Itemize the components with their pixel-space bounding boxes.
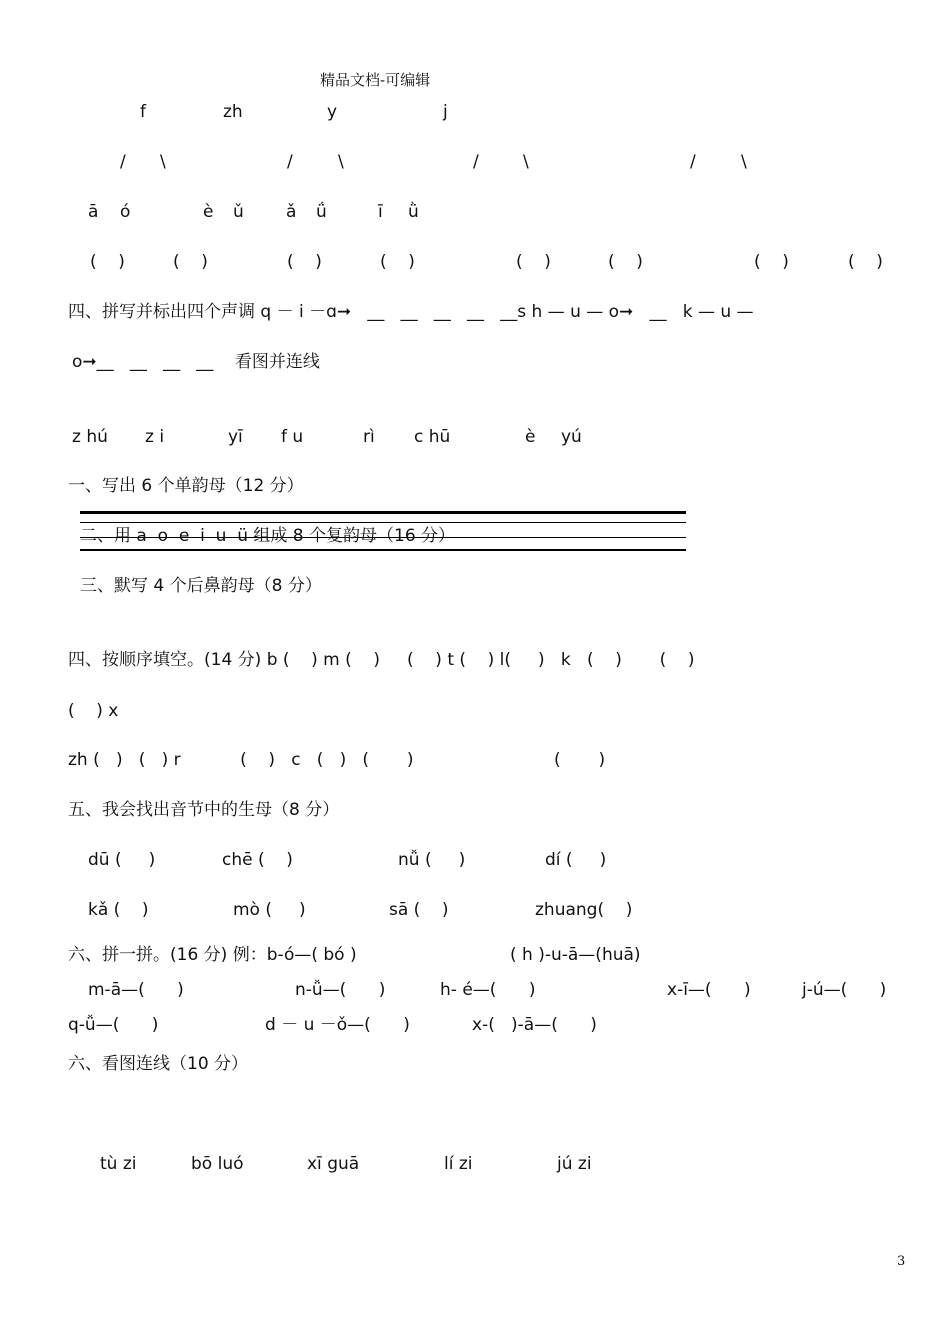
final-vowel: ā — [88, 202, 99, 222]
writing-line — [80, 549, 686, 551]
final-vowel: ǜ — [408, 202, 419, 222]
question-3: 三、默写 4 个后鼻韵母（8 分） — [80, 576, 322, 596]
spell-item: j-ú—( ) — [802, 980, 887, 1000]
answer-blank: ( ) — [90, 252, 125, 272]
question-5-title: 五、我会找出音节中的生母（8 分） — [68, 800, 340, 820]
fruit-word: xī guā — [307, 1154, 360, 1174]
final-vowel: ǘ — [316, 202, 327, 222]
answer-blank: ( ) — [516, 252, 551, 272]
question-4-line2: ( ) x — [68, 701, 119, 721]
initial-j: j — [443, 102, 448, 122]
fruit-word: jú zi — [557, 1154, 592, 1174]
page-header: 精品文档-可编辑 — [320, 71, 431, 89]
pinyin-word: c hū — [414, 427, 451, 447]
answer-blank: ( ) — [173, 252, 208, 272]
branch-backslash: \ — [523, 152, 529, 172]
example-2: ( h )-u-ā—(huā) — [510, 945, 641, 965]
initial-zh: zh — [223, 102, 243, 122]
question-6-title: 六、拼一拼。(16 分) 例：b-ó—( bó ) — [68, 945, 357, 965]
answer-blank: ( ) — [848, 252, 883, 272]
answer-blank: ( ) — [608, 252, 643, 272]
initial-y: y — [327, 102, 338, 122]
pinyin-word: rì — [363, 427, 375, 447]
question-4-line1: 四、按顺序填空。(14 分) b ( ) m ( ) ( ) t ( ) l( ) k ( ) ( ) — [68, 650, 695, 670]
syllable-item: kǎ ( ) — [88, 900, 149, 920]
branch-backslash: \ — [338, 152, 344, 172]
final-vowel: ó — [120, 202, 131, 222]
final-vowel: è — [203, 202, 214, 222]
initial-f: f — [140, 102, 146, 122]
branch-slash: / — [473, 152, 479, 172]
fruit-word: lí zi — [444, 1154, 473, 1174]
question-2: 二、用 a o e i u ü 组成 8 个复韵母（16 分） — [80, 526, 456, 546]
question-4-line3: zh ( ) ( ) r ( ) c ( ) ( ) ( ) — [68, 750, 606, 770]
syllable-item: mò ( ) — [233, 900, 306, 920]
syllable-item: dí ( ) — [545, 850, 607, 870]
page-number: 3 — [897, 1254, 906, 1269]
branch-slash: / — [120, 152, 126, 172]
branch-slash: / — [690, 152, 696, 172]
pinyin-word: è — [525, 427, 536, 447]
final-vowel: ī — [378, 202, 383, 222]
pinyin-word: yī — [228, 427, 243, 447]
pinyin-word: f u — [281, 427, 304, 447]
question-7-title: 六、看图连线（10 分） — [68, 1054, 249, 1074]
pinyin-word: z hú — [72, 427, 108, 447]
answer-blank: ( ) — [380, 252, 415, 272]
spell-item: n-ǚ—( ) — [295, 980, 386, 1000]
writing-line — [80, 522, 686, 523]
syllable-item: nǚ ( ) — [398, 850, 466, 870]
spell-item: q-ǚ—( ) — [68, 1015, 159, 1035]
syllable-item: dū ( ) — [88, 850, 156, 870]
question-1: 一、写出 6 个单韵母（12 分） — [68, 476, 304, 496]
pinyin-word: yú — [561, 427, 582, 447]
syllable-item: sā ( ) — [389, 900, 449, 920]
pinyin-word: z i — [145, 427, 165, 447]
spell-question-line1: 四、拼写并标出四个声调 q － i －ɑ➞ __ __ __ __ __s h — u — o➞ __ k — u — — [68, 302, 754, 322]
branch-slash: / — [287, 152, 293, 172]
spell-item: x-ī—( ) — [667, 980, 751, 1000]
spell-item: d － u －ǒ—( ) — [265, 1015, 410, 1035]
spell-item: x-( )-ā—( ) — [472, 1015, 597, 1035]
branch-backslash: \ — [741, 152, 747, 172]
fruit-word: bō luó — [191, 1154, 244, 1174]
final-vowel: ǔ — [233, 202, 244, 222]
branch-backslash: \ — [160, 152, 166, 172]
answer-blank: ( ) — [287, 252, 322, 272]
syllable-item: zhuang( ) — [535, 900, 633, 920]
fruit-word: tù zi — [100, 1154, 137, 1174]
answer-blank: ( ) — [754, 252, 789, 272]
spell-item: h- é—( ) — [440, 980, 536, 1000]
spell-item: m-ā—( ) — [88, 980, 184, 1000]
spell-question-line2: o➞__ __ __ __ 看图并连线 — [72, 352, 320, 372]
syllable-item: chē ( ) — [222, 850, 293, 870]
writing-line — [80, 511, 686, 514]
final-vowel: ǎ — [286, 202, 297, 222]
